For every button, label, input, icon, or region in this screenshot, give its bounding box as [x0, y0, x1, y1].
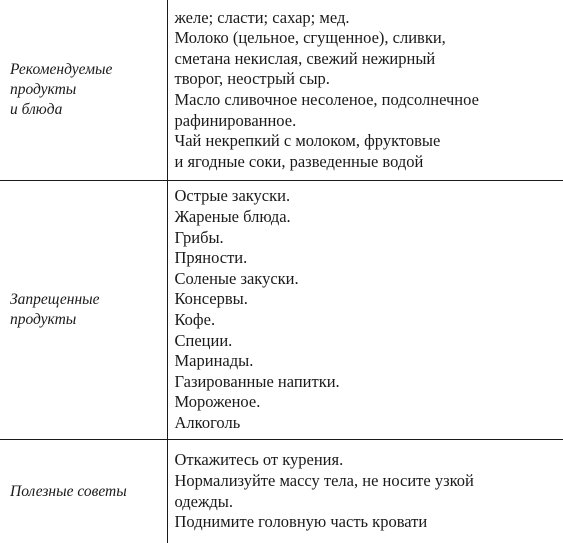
content-line: творог, неострый сыр.: [175, 69, 560, 90]
row-label-forbidden: [0, 181, 167, 440]
content-line: Масло сливочное несоленое, подсолнечное: [175, 90, 560, 111]
content-line: Алкоголь: [175, 413, 560, 434]
row-content-forbidden: [167, 181, 563, 440]
content-line: Мороженое.: [175, 392, 560, 413]
row-label-recommended: [0, 0, 167, 181]
row-label-line: Полезные советы: [10, 482, 161, 502]
row-label-line: продукты: [10, 310, 161, 330]
content-line: и ягодные соки, разведенные водой: [175, 152, 560, 173]
row-label-advice: [0, 440, 167, 543]
table-row-forbidden: [0, 181, 563, 440]
content-line: рафинированное.: [175, 111, 560, 132]
content-line: Газированные напитки.: [175, 372, 560, 393]
row-label-line: Запрещенные: [10, 290, 161, 310]
content-line: Маринады.: [175, 351, 560, 372]
table-row-recommended: [0, 0, 563, 181]
content-line: Грибы.: [175, 228, 560, 249]
content-line: Нормализуйте массу тела, не носите узкой: [175, 471, 560, 492]
content-line: Пряности.: [175, 248, 560, 269]
content-line: Чай некрепкий с молоком, фруктовые: [175, 131, 560, 152]
row-content-recommended: [167, 0, 563, 181]
row-label-line: продукты: [10, 80, 161, 100]
row-content-advice: [167, 440, 563, 543]
content-line: Консервы.: [175, 289, 560, 310]
content-line: Специи.: [175, 331, 560, 352]
row-label-line: Рекомендуемые: [10, 60, 161, 80]
content-line: Острые закуски.: [175, 186, 560, 207]
content-line: желе; сласти; сахар; мед.: [175, 8, 560, 29]
content-line: Откажитесь от курения.: [175, 450, 560, 471]
content-line: Соленые закуски.: [175, 269, 560, 290]
content-line: одежды.: [175, 492, 560, 513]
content-line: сметана некислая, свежий нежирный: [175, 49, 560, 70]
table-row-advice: [0, 440, 563, 543]
content-line: Поднимите головную часть кровати: [175, 512, 560, 533]
content-line: Молоко (цельное, сгущенное), сливки,: [175, 28, 560, 49]
row-label-line: и блюда: [10, 100, 161, 120]
content-line: Кофе.: [175, 310, 560, 331]
content-line: Жареные блюда.: [175, 207, 560, 228]
